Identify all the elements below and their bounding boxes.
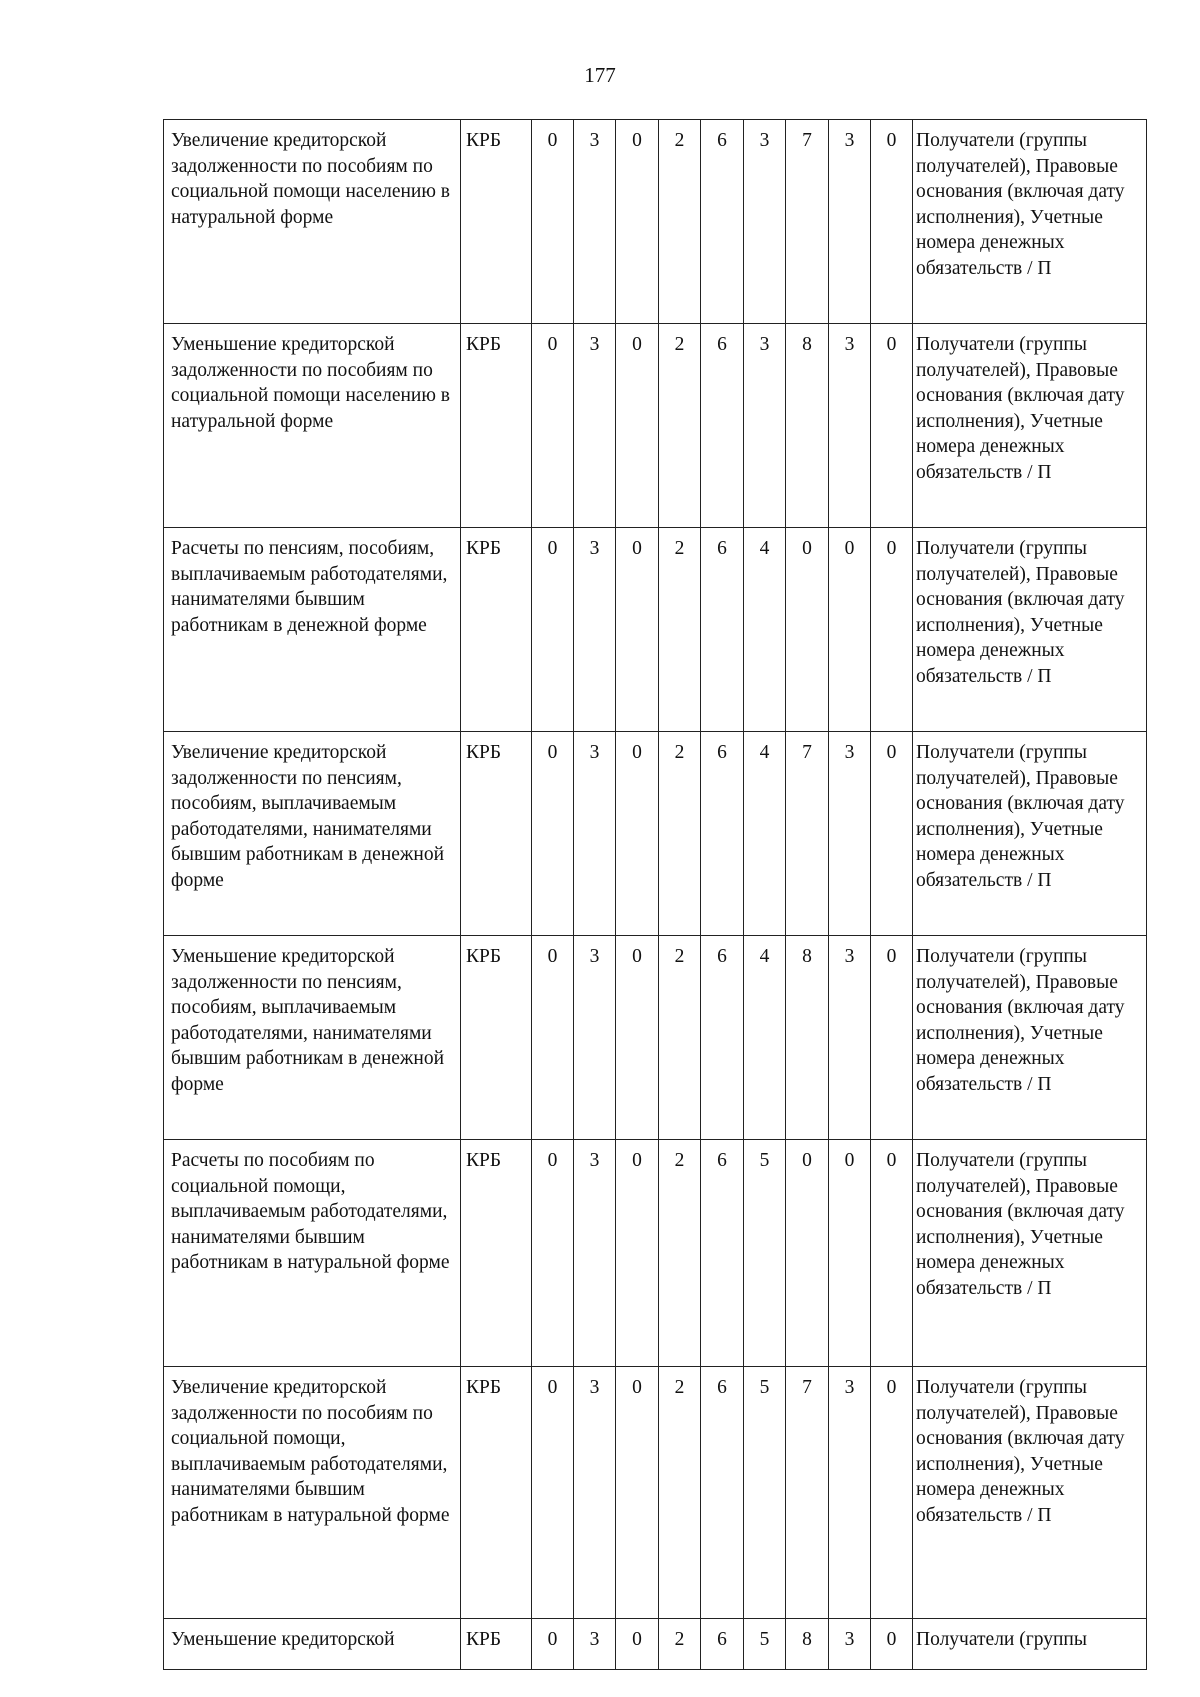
code-digit-cell: 8 [786, 324, 829, 528]
code-digit-cell: 3 [829, 1619, 871, 1670]
table-row [164, 1367, 1147, 1619]
code-digit-cell: 7 [786, 1367, 829, 1619]
code-digit-cell: 3 [574, 324, 616, 528]
account-description: Уменьшение кредиторской задолженности по пособиям по социальной помощи населению в натуральной форме [164, 324, 461, 528]
code-digit-cell: 0 [616, 1367, 659, 1619]
code-digit-cell: 0 [532, 936, 574, 1140]
code-digit-cell: 0 [616, 936, 659, 1140]
code-digit-cell: 6 [701, 936, 744, 1140]
code-digit-cell: 3 [574, 732, 616, 936]
code-digit-cell: 0 [532, 732, 574, 936]
code-digit-cell: 0 [532, 1619, 574, 1670]
analytics-cell: Получатели (группы получателей), Правовые основания (включая дату исполнения), Учетные номера денежных обязательств / П [913, 1367, 1147, 1619]
code-digit-cell: 3 [829, 732, 871, 936]
code-digit-cell: 6 [701, 1619, 744, 1670]
code-digit-cell: 0 [871, 1367, 913, 1619]
code-digit-cell: 3 [744, 324, 786, 528]
analytics-cell: Получатели (группы получателей), Правовые основания (включая дату исполнения), Учетные номера денежных обязательств / П [913, 324, 1147, 528]
code-digit-cell: 0 [829, 528, 871, 732]
code-digit-cell: 0 [871, 732, 913, 936]
code-digit-cell: 6 [701, 732, 744, 936]
account-description: Уменьшение кредиторской задолженности по пенсиям, пособиям, выплачиваемым работодателями, нанимателями бывшим работникам в денежной форме [164, 936, 461, 1140]
code-digit-cell: 0 [616, 1140, 659, 1367]
analytics-cell: Получатели (группы [913, 1619, 1147, 1670]
account-codes-table [163, 119, 1147, 1670]
code-digit-cell: 0 [829, 1140, 871, 1367]
account-description: Расчеты по пенсиям, пособиям, выплачиваемым работодателями, нанимателями бывшим работникам в денежной форме [164, 528, 461, 732]
analytics-cell: Получатели (группы получателей), Правовые основания (включая дату исполнения), Учетные номера денежных обязательств / П [913, 1140, 1147, 1367]
code-digit-cell: 3 [574, 1619, 616, 1670]
code-type-cell: КРБ [461, 1367, 532, 1619]
code-digit-cell: 0 [532, 120, 574, 324]
code-digit-cell: 2 [659, 324, 701, 528]
account-description: Расчеты по пособиям по социальной помощи, выплачиваемым работодателями, нанимателями бывшим работникам в натуральной форме [164, 1140, 461, 1367]
code-digit-cell: 5 [744, 1367, 786, 1619]
code-digit-cell: 0 [532, 528, 574, 732]
page-number: 177 [584, 63, 616, 87]
code-digit-cell: 6 [701, 1140, 744, 1367]
code-digit-cell: 3 [574, 120, 616, 324]
code-digit-cell: 5 [744, 1619, 786, 1670]
table-row [164, 1140, 1147, 1367]
analytics-cell: Получатели (группы получателей), Правовые основания (включая дату исполнения), Учетные номера денежных обязательств / П [913, 732, 1147, 936]
code-digit-cell: 0 [616, 120, 659, 324]
code-digit-cell: 0 [786, 1140, 829, 1367]
code-digit-cell: 2 [659, 936, 701, 1140]
code-digit-cell: 0 [532, 1140, 574, 1367]
code-digit-cell: 0 [616, 528, 659, 732]
table-row [164, 324, 1147, 528]
code-digit-cell: 8 [786, 936, 829, 1140]
analytics-cell: Получатели (группы получателей), Правовые основания (включая дату исполнения), Учетные номера денежных обязательств / П [913, 528, 1147, 732]
table-row [164, 1619, 1147, 1670]
code-type-cell: КРБ [461, 936, 532, 1140]
code-digit-cell: 3 [574, 528, 616, 732]
table-row [164, 120, 1147, 324]
code-type-cell: КРБ [461, 324, 532, 528]
code-digit-cell: 4 [744, 732, 786, 936]
code-digit-cell: 0 [616, 324, 659, 528]
code-digit-cell: 3 [829, 120, 871, 324]
code-digit-cell: 0 [871, 324, 913, 528]
account-description: Уменьшение кредиторской [164, 1619, 461, 1670]
code-digit-cell: 0 [871, 1140, 913, 1367]
account-description: Увеличение кредиторской задолженности по пенсиям, пособиям, выплачиваемым работодателями, нанимателями бывшим работникам в денежной форме [164, 732, 461, 936]
code-digit-cell: 0 [532, 324, 574, 528]
account-description: Увеличение кредиторской задолженности по пособиям по социальной помощи населению в натуральной форме [164, 120, 461, 324]
table-row [164, 528, 1147, 732]
code-digit-cell: 2 [659, 1619, 701, 1670]
code-digit-cell: 3 [829, 936, 871, 1140]
code-digit-cell: 2 [659, 1140, 701, 1367]
code-digit-cell: 0 [786, 528, 829, 732]
code-digit-cell: 4 [744, 528, 786, 732]
account-description: Увеличение кредиторской задолженности по пособиям по социальной помощи, выплачиваемым работодателями, нанимателями бывшим работникам в натуральной форме [164, 1367, 461, 1619]
code-digit-cell: 6 [701, 120, 744, 324]
code-digit-cell: 5 [744, 1140, 786, 1367]
code-digit-cell: 3 [829, 324, 871, 528]
code-digit-cell: 8 [786, 1619, 829, 1670]
code-digit-cell: 2 [659, 528, 701, 732]
code-digit-cell: 7 [786, 732, 829, 936]
code-digit-cell: 0 [871, 528, 913, 732]
analytics-cell: Получатели (группы получателей), Правовые основания (включая дату исполнения), Учетные номера денежных обязательств / П [913, 120, 1147, 324]
analytics-cell: Получатели (группы получателей), Правовые основания (включая дату исполнения), Учетные номера денежных обязательств / П [913, 936, 1147, 1140]
code-digit-cell: 0 [871, 120, 913, 324]
code-type-cell: КРБ [461, 1619, 532, 1670]
code-digit-cell: 6 [701, 1367, 744, 1619]
code-digit-cell: 0 [616, 1619, 659, 1670]
code-digit-cell: 0 [871, 1619, 913, 1670]
code-digit-cell: 3 [829, 1367, 871, 1619]
table-row [164, 936, 1147, 1140]
code-digit-cell: 3 [574, 1367, 616, 1619]
code-digit-cell: 3 [574, 936, 616, 1140]
table-row [164, 732, 1147, 936]
code-digit-cell: 3 [744, 120, 786, 324]
code-digit-cell: 3 [574, 1140, 616, 1367]
code-digit-cell: 6 [701, 528, 744, 732]
code-type-cell: КРБ [461, 120, 532, 324]
code-digit-cell: 0 [871, 936, 913, 1140]
code-digit-cell: 4 [744, 936, 786, 1140]
code-digit-cell: 0 [532, 1367, 574, 1619]
code-digit-cell: 2 [659, 120, 701, 324]
code-digit-cell: 0 [616, 732, 659, 936]
code-digit-cell: 6 [701, 324, 744, 528]
code-type-cell: КРБ [461, 528, 532, 732]
code-digit-cell: 2 [659, 732, 701, 936]
code-digit-cell: 2 [659, 1367, 701, 1619]
code-digit-cell: 7 [786, 120, 829, 324]
code-type-cell: КРБ [461, 732, 532, 936]
code-type-cell: КРБ [461, 1140, 532, 1367]
